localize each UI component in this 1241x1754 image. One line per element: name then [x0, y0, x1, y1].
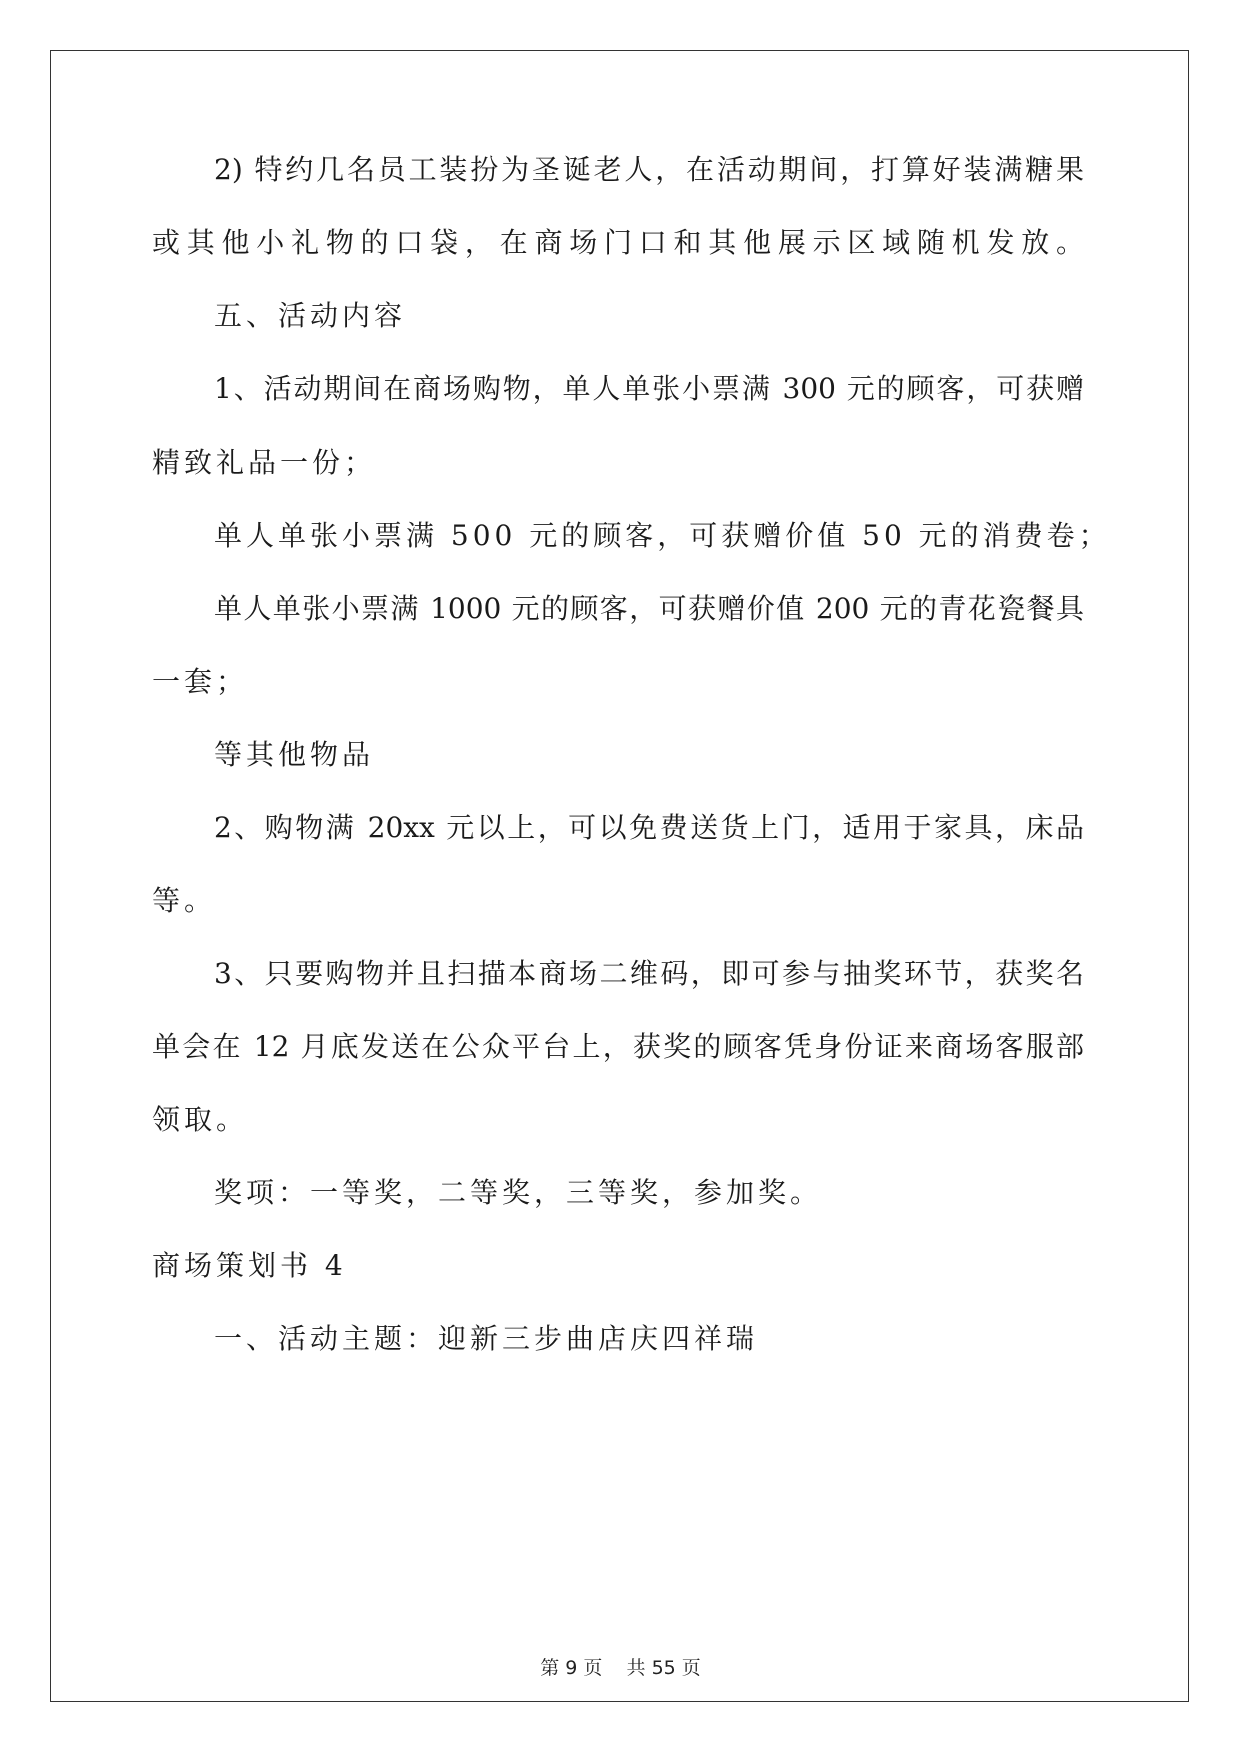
paragraph-line: 一套；: [152, 665, 249, 698]
page-footer: [0, 1655, 1241, 1681]
section-heading: 一、活动主题：迎新三步曲店庆四祥瑞: [214, 1322, 759, 1355]
paragraph-line: 2、购物满 20xx 元以上，可以免费送货上门，适用于家具，床品: [214, 811, 1084, 844]
paragraph-line: 1、活动期间在商场购物，单人单张小票满 300 元的顾客，可获赠: [214, 372, 1084, 405]
paragraph-line: 2) 特约几名员工装扮为圣诞老人，在活动期间，打算好装满糖果: [214, 153, 1084, 186]
section-heading: 五、活动内容: [214, 299, 407, 332]
document-title: 商场策划书 4: [152, 1249, 347, 1282]
paragraph-line: 等其他物品: [214, 738, 375, 771]
paragraph-line: 单人单张小票满 1000 元的顾客，可获赠价值 200 元的青花瓷餐具: [214, 592, 1084, 625]
paragraph-line: 奖项：一等奖，二等奖，三等奖，参加奖。: [214, 1176, 823, 1209]
paragraph-line: 单会在 12 月底发送在公众平台上，获奖的顾客凭身份证来商场客服部: [152, 1030, 1084, 1063]
paragraph-line: 单人单张小票满 500 元的顾客，可获赠价值 50 元的消费卷；: [214, 519, 1111, 552]
paragraph-line: 等。: [152, 884, 217, 917]
paragraph-line: 或其他小礼物的口袋，在商场门口和其他展示区域随机发放。: [152, 226, 1084, 259]
paragraph-line: 3、只要购物并且扫描本商场二维码，即可参与抽奖环节，获奖名: [214, 957, 1084, 990]
paragraph-line: 领取。: [152, 1103, 249, 1136]
paragraph-line: 精致礼品一份；: [152, 446, 377, 479]
page-number: 第 9 页 共 55 页: [540, 1657, 701, 1679]
